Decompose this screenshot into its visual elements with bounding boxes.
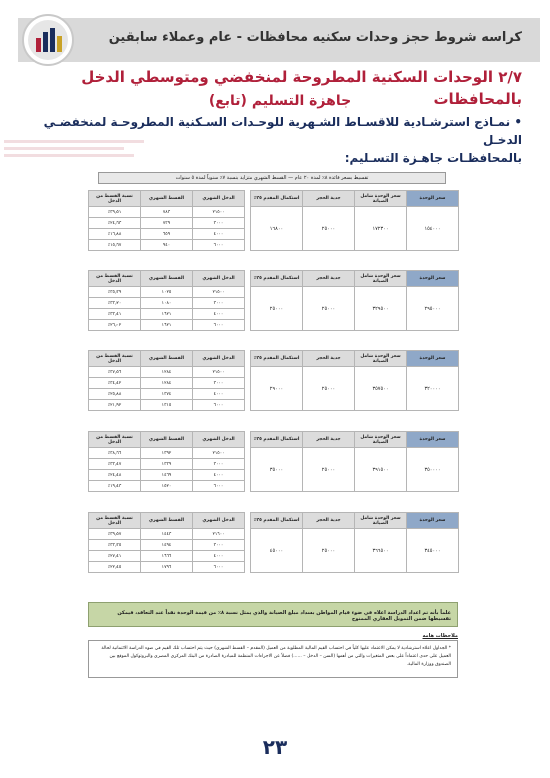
installment-cell: ١٤٩٤	[141, 540, 193, 551]
ratio-cell: ١٥٫٦٧٪	[89, 240, 141, 251]
header-installment: القسط الشهري	[141, 513, 193, 529]
installment-table	[88, 512, 459, 573]
header-ratio: نسبة القسط من الدخل	[89, 271, 141, 287]
notes-box: * الجداول اعلاه استرشادية لا يمكن الاعتماد عليها كلياً في احتساب القيم المالية المطلوبة من العميل (المقدم – القسط الشهري) حيث يتم احتساب تلك القيم في ضوء الدراسة الائتمانية لحالة العميل على حدى اعتماداً على بعض المتغيرات والتي من أهمها (السن – الدخل – ......) فضلاً عن الاجراءات المنظمة للمبادرة الصادرة من البنك المركزي المصري والبروتوكول الموقع بين الصندوق ووزارة المالية.	[88, 640, 458, 678]
financing-terms-note: تقسيط بسعر فائدة ٨٪ لمدة ٢٠ عام — القسط الشهري متزايد بنسبة ٧٪ سنوياً لمدة ٥ سنوات	[98, 172, 446, 184]
installment-cell: ١٣٧٤	[141, 389, 193, 400]
table-row	[89, 448, 459, 459]
header-unit-price: سعر الوحدة	[407, 513, 459, 529]
bullet-icon: •	[514, 115, 522, 129]
installment-cell: ١٤٤٣	[141, 529, 193, 540]
header-ratio: نسبة القسط من الدخل	[89, 432, 141, 448]
income-cell: ٢١٥٠٠	[193, 287, 245, 298]
income-cell: ٤٠٠٠	[193, 470, 245, 481]
installment-cell: ٧٨٣	[141, 207, 193, 218]
installment-cell: ٦٥٩	[141, 229, 193, 240]
installment-cell: ١٦٦٦	[141, 551, 193, 562]
header-ratio: نسبة القسط من الدخل	[89, 351, 141, 367]
unit-price-cell: ٣٤٥٠٠٠	[407, 529, 459, 573]
installment-cell: ١٠٨٠	[141, 298, 193, 309]
ratio-cell: ٣٣٫٤١٪	[89, 309, 141, 320]
header-booking: جدية الحجز	[303, 351, 355, 367]
installment-cell: ١٢٨٤	[141, 378, 193, 389]
header-unit-price: سعر الوحدة	[407, 351, 459, 367]
income-cell: ٤٠٠٠	[193, 309, 245, 320]
booking-cell: ٢٥٠٠٠	[303, 367, 355, 411]
installment-cell: ١٦٢١	[141, 320, 193, 331]
header-down-payment: استكمال المقدم ٢٥٪	[251, 351, 303, 367]
unit-price-full-cell: ٣٥٧٥٠٠	[355, 367, 407, 411]
income-cell: ٦٠٠٠	[193, 320, 245, 331]
header-unit-price-full: سعر الوحدة شامل الصيانة	[355, 351, 407, 367]
ratio-cell: ٢٤٫٤٨٪	[89, 470, 141, 481]
income-cell: ٦٠٠٠	[193, 562, 245, 573]
income-cell: ٣٠٠٠	[193, 298, 245, 309]
header-income: الدخل الشهري	[193, 432, 245, 448]
installment-cell: ١٣٩٢	[141, 448, 193, 459]
header-unit-price: سعر الوحدة	[407, 432, 459, 448]
installment-cell: ١٣٣٩	[141, 459, 193, 470]
income-cell: ٢١٥٠٠	[193, 448, 245, 459]
installment-cell: ١٤٦٩	[141, 470, 193, 481]
ratio-cell: ٣٨٫٦٦٪	[89, 448, 141, 459]
installment-cell: ١٦٢١	[141, 309, 193, 320]
header-income: الدخل الشهري	[193, 271, 245, 287]
header-down-payment: استكمال المقدم ٢٥٪	[251, 513, 303, 529]
unit-price-full-cell: ١٧٢٣٠٠	[355, 207, 407, 251]
logo-emblem-icon	[28, 20, 68, 60]
page-number: ٢٣	[262, 735, 288, 759]
intro-line-1: نمـاذج استرشـادية للاقسـاط الشـهرية للوحـدات السـكنية المطروحـة لمنخفضـي الدخـل	[43, 115, 522, 147]
booking-cell: ٢٥٠٠٠	[303, 529, 355, 573]
ratio-cell: ٢٥٫٨٨٪	[89, 389, 141, 400]
header-income: الدخل الشهري	[193, 191, 245, 207]
installment-cell: ١٥٢٠	[141, 481, 193, 492]
table-row	[89, 367, 459, 378]
installment-cell: ١٠٢٥	[141, 287, 193, 298]
table-row	[89, 207, 459, 218]
unit-price-cell: ١٥٤٠٠٠	[407, 207, 459, 251]
income-cell: ٤٠٠٠	[193, 551, 245, 562]
header-installment: القسط الشهري	[141, 351, 193, 367]
header-unit-price-full: سعر الوحدة شامل الصيانة	[355, 191, 407, 207]
installment-cell: ١٣١٥	[141, 400, 193, 411]
income-cell: ٣٠٠٠	[193, 378, 245, 389]
table-row	[89, 529, 459, 540]
header-income: الدخل الشهري	[193, 513, 245, 529]
header-down-payment: استكمال المقدم ٢٥٪	[251, 271, 303, 287]
income-cell: ٦٠٠٠	[193, 240, 245, 251]
ratio-cell: ٣٣٫٣٥٪	[89, 540, 141, 551]
income-cell: ٦٠٠٠	[193, 481, 245, 492]
ratio-cell: ١٩٫٤٣٪	[89, 481, 141, 492]
header-title: كراسه شروط حجز وحدات سكنيه محافظات - عام وعملاء سابقين	[108, 30, 522, 45]
section-subtitle: جاهزة التسليم (تابع)	[208, 93, 352, 109]
down-payment-cell: ٢٥٠٠٠	[251, 287, 303, 331]
income-cell: ٤٠٠٠	[193, 389, 245, 400]
ratio-cell: ٢٦٫٠٢٪	[89, 320, 141, 331]
header-booking: جدية الحجز	[303, 432, 355, 448]
down-payment-cell: ١٦٨٠٠	[251, 207, 303, 251]
ratio-cell: ٣٣٫٢٠٪	[89, 298, 141, 309]
down-payment-cell: ٤٥٠٠٠	[251, 529, 303, 573]
header-installment: القسط الشهري	[141, 432, 193, 448]
intro-line-2: بالمحافظـات جاهـزة التسـليم:	[344, 151, 522, 165]
header-booking: جدية الحجز	[303, 191, 355, 207]
income-cell: ٣٠٠٠	[193, 218, 245, 229]
installment-cell: ١٧٩٦	[141, 562, 193, 573]
ratio-cell: ٣٤٫٤٢٪	[89, 378, 141, 389]
ratio-cell: ٣٩٫٥٧٪	[89, 529, 141, 540]
ratio-cell: ٣٧٫٥٦٪	[89, 367, 141, 378]
header-booking: جدية الحجز	[303, 513, 355, 529]
header-down-payment: استكمال المقدم ٢٥٪	[251, 432, 303, 448]
unit-price-cell: ٣٢٠٠٠٠	[407, 367, 459, 411]
income-cell: ٢١٦٠٠	[193, 529, 245, 540]
booking-cell: ٢٥٠٠٠	[303, 207, 355, 251]
header-installment: القسط الشهري	[141, 191, 193, 207]
booking-cell: ٢٥٠٠٠	[303, 287, 355, 331]
ratio-cell: ٢٧٫٤١٪	[89, 551, 141, 562]
header-ratio: نسبة القسط من الدخل	[89, 191, 141, 207]
ratio-cell: ٣٥٫٣٩٪	[89, 287, 141, 298]
header-income: الدخل الشهري	[193, 351, 245, 367]
ratio-cell: ١٦٫٨٨٪	[89, 229, 141, 240]
header-unit-price: سعر الوحدة	[407, 271, 459, 287]
ratio-cell: ٣٣٫٤٧٪	[89, 459, 141, 470]
ratio-cell: ٢٢٫٤٥٪	[89, 562, 141, 573]
installment-cell: ٧٣٩	[141, 218, 193, 229]
header-unit-price-full: سعر الوحدة شامل الصيانة	[355, 432, 407, 448]
notes-label: ملاحظات هامه	[422, 633, 458, 639]
income-cell: ٣٠٠٠	[193, 459, 245, 470]
unit-price-full-cell: ٣٩١٥٠٠	[355, 448, 407, 492]
ratio-cell: ٢١٫٩٢٪	[89, 400, 141, 411]
table-row	[89, 287, 459, 298]
unit-price-cell: ٢٩٥٠٠٠	[407, 287, 459, 331]
income-cell: ٤٠٠٠	[193, 229, 245, 240]
ratio-cell: ٢٤٫٦٣٪	[89, 218, 141, 229]
income-cell: ٢١٥٠٠	[193, 367, 245, 378]
logo	[22, 14, 74, 66]
ratio-cell: ٣٩٫٥١٪	[89, 207, 141, 218]
installment-table	[88, 270, 459, 331]
header-unit-price-full: سعر الوحدة شامل الصيانة	[355, 513, 407, 529]
header-down-payment: استكمال المقدم ٢٥٪	[251, 191, 303, 207]
income-cell: ٦٠٠٠	[193, 400, 245, 411]
header-installment: القسط الشهري	[141, 271, 193, 287]
unit-price-cell: ٣٥٠٠٠٠	[407, 448, 459, 492]
bleed-through-decoration	[4, 140, 154, 164]
installment-table	[88, 350, 459, 411]
down-payment-cell: ٢٩٠٠٠	[251, 367, 303, 411]
maintenance-note: علماً بأنه تم اعداد الدراسة اعلاه في ضوء قيام المواطن بسداد مبلغ الصيانة والذي يمثل نسبة ٨٪ من قيمة الوحدة نقداً عند التعاقد، فيمكن تقسيطها ضمن التمويل العقاري الممنوح	[88, 602, 458, 627]
header-unit-price: سعر الوحدة	[407, 191, 459, 207]
income-cell: ٢١٥٠٠	[193, 207, 245, 218]
installment-cell: ٩٤٠	[141, 240, 193, 251]
down-payment-cell: ٣٥٠٠٠	[251, 448, 303, 492]
installment-table	[88, 190, 459, 251]
header-unit-price-full: سعر الوحدة شامل الصيانة	[355, 271, 407, 287]
installment-cell: ١٢٨٤	[141, 367, 193, 378]
section-title: ٢/٧ الوحدات السكنية المطروحة لمنخفضي ومتوسطي الدخل بالمحافظات	[81, 68, 522, 108]
header-ratio: نسبة القسط من الدخل	[89, 513, 141, 529]
header-booking: جدية الحجز	[303, 271, 355, 287]
income-cell: ٣٠٠٠	[193, 540, 245, 551]
installment-table	[88, 431, 459, 492]
unit-price-full-cell: ٣٢٩٥٠٠	[355, 287, 407, 331]
booking-cell: ٢٥٠٠٠	[303, 448, 355, 492]
unit-price-full-cell: ٣٦٦٥٠٠	[355, 529, 407, 573]
